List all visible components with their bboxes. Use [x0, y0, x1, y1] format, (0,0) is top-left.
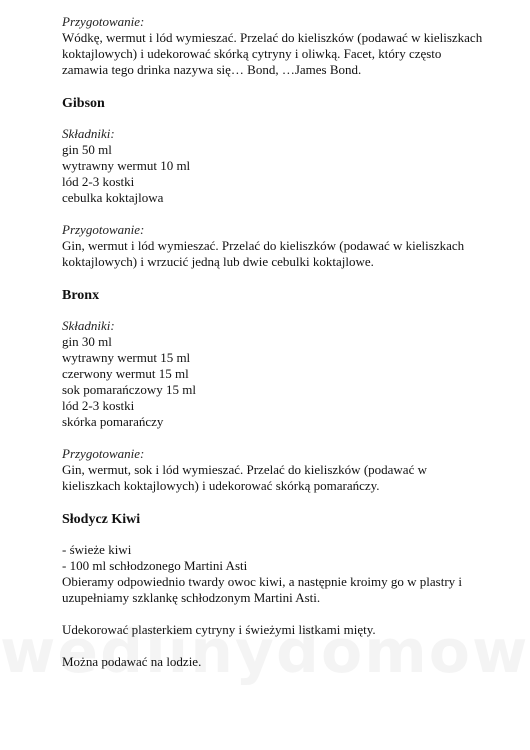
text-line: kieliszkach koktajlowych) i udekorować skórką pomarańczy.: [62, 478, 380, 493]
prep-label: Przygotowanie:: [62, 222, 145, 237]
text-line: koktajlowych) i wrzucić jedną lub dwie cebulki koktajlowe.: [62, 254, 374, 269]
text-line: koktajlowych) i udekorować skórką cytryny i oliwką. Facet, który często: [62, 46, 442, 61]
ingredients-label: Składniki:: [62, 318, 115, 333]
text-line: Obieramy odpowiednio twardy owoc kiwi, a następnie kroimy go w plastry i: [62, 574, 463, 589]
ingredient-item: lód 2-3 kostki: [62, 398, 135, 413]
text-line: Wódkę, wermut i lód wymieszać. Przelać do kieliszków (podawać w kieliszkach: [62, 30, 483, 45]
intro-prep-text: [62, 30, 502, 78]
text-line: Gin, wermut i lód wymieszać. Przelać do kieliszków (podawać w kieliszkach: [62, 238, 465, 253]
decoration-text: Udekorować plasterkiem cytryny i świeżymi listkami mięty.: [62, 622, 376, 637]
ingredients-label: Składniki:: [62, 126, 115, 141]
ingredient-item: lód 2-3 kostki: [62, 174, 135, 189]
text-line: uzupełniamy szklankę schłodzonym Martini Asti.: [62, 590, 321, 605]
recipe-title: Słodycz Kiwi: [62, 512, 141, 527]
ingredient-item: sok pomarańczowy 15 ml: [62, 382, 196, 397]
ingredient-item: skórka pomarańczy: [62, 414, 164, 429]
ingredient-item: wytrawny wermut 15 ml: [62, 350, 191, 365]
recipe-kiwi: [62, 512, 502, 670]
recipe-title: Gibson: [62, 96, 105, 111]
ingredient-item: cebulka koktajlowa: [62, 190, 164, 205]
recipe-bronx: [62, 288, 502, 494]
serving-text: Można podawać na lodzie.: [62, 654, 202, 669]
intro-prep-label: Przygotowanie:: [62, 14, 145, 29]
text-line: Gin, wermut, sok i lód wymieszać. Przelać do kieliszków (podawać w: [62, 462, 427, 477]
ingredient-item: wytrawny wermut 10 ml: [62, 158, 191, 173]
prep-label: Przygotowanie:: [62, 446, 145, 461]
recipe-gibson: [62, 96, 502, 270]
document-page: [62, 14, 502, 670]
ingredient-item: - 100 ml schłodzonego Martini Asti: [62, 558, 248, 573]
ingredient-item: - świeże kiwi: [62, 542, 132, 557]
ingredient-item: czerwony wermut 15 ml: [62, 366, 189, 381]
ingredient-item: gin 50 ml: [62, 142, 112, 157]
recipe-title: Bronx: [62, 288, 100, 303]
text-line: zamawia tego drinka nazywa się… Bond, …James Bond.: [62, 62, 362, 77]
ingredient-item: gin 30 ml: [62, 334, 112, 349]
